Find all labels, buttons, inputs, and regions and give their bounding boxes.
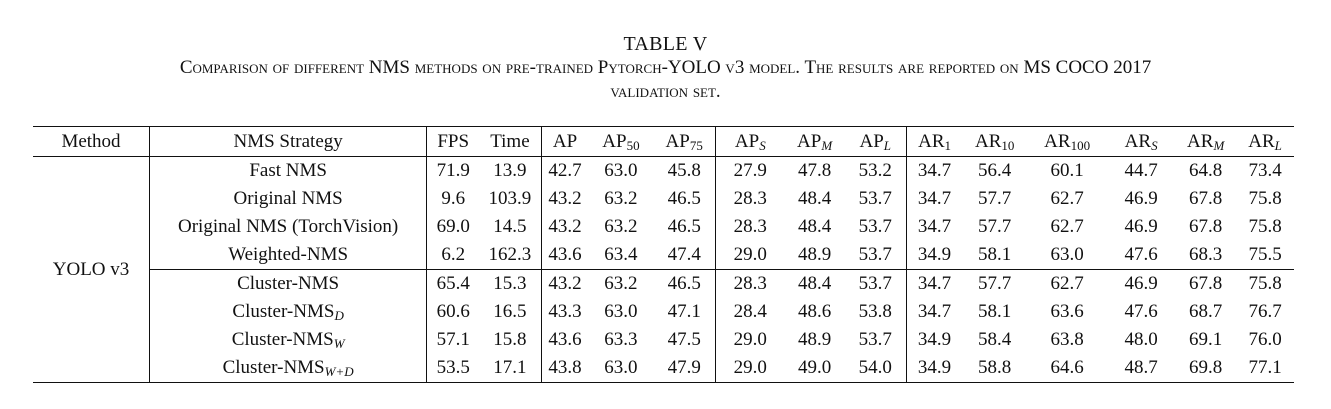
table-row xyxy=(33,185,1294,213)
cell-ar100: 63.8 xyxy=(1050,329,1084,350)
cell-ap75: 46.5 xyxy=(653,213,715,241)
header-base: AP xyxy=(797,130,822,152)
cell-fps: 60.6 xyxy=(436,301,470,322)
cell-fps: 71.9 xyxy=(436,160,470,181)
cell-ap: 43.8 xyxy=(548,357,582,378)
header-nms-strategy: NMS Strategy xyxy=(150,127,427,157)
cell-arm: 68.3 xyxy=(1189,244,1223,265)
cell-apm: 48.9 xyxy=(798,329,832,350)
cell-ap50: 63.3 xyxy=(604,329,638,350)
cell-fps: 65.4 xyxy=(427,270,479,299)
cell-ar10: 56.4 xyxy=(978,160,1012,181)
header-sub: S xyxy=(1151,137,1158,153)
cell-ap50: 63.2 xyxy=(604,188,638,209)
cell-fps: 57.1 xyxy=(436,329,470,350)
table-header xyxy=(33,127,1294,157)
header-sub: L xyxy=(883,137,892,153)
cell-apm: 47.8 xyxy=(798,160,832,181)
cell-arm: 67.8 xyxy=(1189,216,1223,237)
results-table xyxy=(33,126,1294,383)
cell-ars: 46.9 xyxy=(1107,270,1175,299)
strategy-label: Cluster-NMS xyxy=(222,357,325,378)
table-caption-line-2: validation set. xyxy=(610,81,721,102)
cell-ap50: 63.0 xyxy=(604,160,638,181)
strategy-label: Original NMS xyxy=(233,188,343,209)
cell-ar1: 34.9 xyxy=(917,357,952,378)
cell-ap: 43.6 xyxy=(548,329,582,350)
cell-ap50: 63.2 xyxy=(604,216,638,237)
cell-ap75: 45.8 xyxy=(653,157,715,186)
header-ap xyxy=(541,127,588,157)
strategy-label: Cluster-NMS xyxy=(232,301,335,322)
header-base: AR xyxy=(918,130,945,152)
header-base: AR xyxy=(974,130,1002,152)
header-ar1 xyxy=(906,127,962,157)
cell-fps: 9.6 xyxy=(441,188,466,209)
cell-ar100: 63.6 xyxy=(1050,301,1084,322)
strategy-cell xyxy=(150,270,427,299)
cell-aps: 29.0 xyxy=(733,357,767,378)
cell-time: 162.3 xyxy=(479,241,541,270)
cell-aps: 28.3 xyxy=(715,270,784,299)
header-apl xyxy=(845,127,907,157)
cell-apl: 53.7 xyxy=(845,213,907,241)
cell-arl: 75.5 xyxy=(1248,244,1282,265)
cell-ar100: 63.0 xyxy=(1050,244,1084,265)
cell-aps: 28.3 xyxy=(733,188,767,209)
table-row xyxy=(33,354,1294,383)
cell-ap50: 63.2 xyxy=(588,270,653,299)
header-ap75 xyxy=(653,127,715,157)
cell-ap75: 47.4 xyxy=(653,241,715,270)
strategy-cell xyxy=(150,298,427,326)
strategy-label: Original NMS (TorchVision) xyxy=(178,216,399,237)
strategy-cell xyxy=(150,326,427,354)
cell-aps: 28.3 xyxy=(733,216,767,237)
cell-time: 17.1 xyxy=(479,354,541,383)
header-sub: 75 xyxy=(689,137,703,153)
table-body xyxy=(33,157,1294,383)
header-base: AP xyxy=(602,130,627,152)
cell-aps: 29.0 xyxy=(733,329,767,350)
cell-apm: 48.4 xyxy=(798,216,832,237)
cell-apl: 53.2 xyxy=(845,157,907,186)
cell-ars: 46.9 xyxy=(1124,188,1158,209)
header-sub: M xyxy=(821,137,833,153)
cell-fps: 6.2 xyxy=(441,244,466,265)
cell-arl: 76.7 xyxy=(1248,301,1282,322)
cell-ar100: 60.1 xyxy=(1050,160,1084,181)
cell-ap75: 46.5 xyxy=(653,270,715,299)
cell-ars: 44.7 xyxy=(1124,160,1158,181)
cell-ars: 48.0 xyxy=(1124,329,1158,350)
table-caption-title: TABLE V xyxy=(623,33,708,55)
strategy-label: Cluster-NMS xyxy=(231,329,334,350)
strategy-label: Weighted-NMS xyxy=(228,244,349,265)
header-sub: M xyxy=(1213,137,1225,153)
cell-apm: 48.4 xyxy=(798,188,832,209)
table-row xyxy=(33,298,1294,326)
header-fps: FPS xyxy=(437,130,470,152)
table-caption-line-1: Comparison of different NMS methods on pre-trained Pytorch-YOLO v3 model. The results are reported on MS COCO 2017 xyxy=(179,57,1152,78)
header-time: Time xyxy=(479,127,541,157)
header-sub: S xyxy=(759,137,766,153)
cell-ars: 46.9 xyxy=(1124,216,1158,237)
cell-ar10: 58.1 xyxy=(978,301,1012,322)
cell-ar10: 58.4 xyxy=(978,329,1012,350)
cell-ar10: 57.7 xyxy=(978,216,1012,237)
cell-ap: 43.2 xyxy=(541,270,588,299)
cell-arm: 68.7 xyxy=(1189,301,1223,322)
header-ar100 xyxy=(1027,127,1107,157)
cell-apl: 53.7 xyxy=(845,270,907,299)
cell-ar10: 58.8 xyxy=(978,357,1012,378)
cell-ar1: 34.7 xyxy=(906,270,962,299)
header-row xyxy=(33,127,1294,157)
cell-time: 14.5 xyxy=(479,213,541,241)
cell-ar1: 34.7 xyxy=(917,188,952,209)
cell-apm: 48.9 xyxy=(798,244,832,265)
strategy-label: Fast NMS xyxy=(249,160,327,181)
cell-time: 13.9 xyxy=(479,157,541,186)
cell-fps: 53.5 xyxy=(436,357,470,378)
cell-apl: 53.7 xyxy=(845,326,907,354)
header-base: AR xyxy=(1187,130,1214,152)
cell-ap50: 63.4 xyxy=(604,244,638,265)
cell-ap50: 63.0 xyxy=(604,301,638,322)
cell-ap75: 47.9 xyxy=(653,354,715,383)
cell-ar100: 64.6 xyxy=(1050,357,1084,378)
header-base: AP xyxy=(552,130,578,152)
strategy-subscript: W+D xyxy=(324,364,354,379)
strategy-subscript: D xyxy=(334,308,344,323)
cell-ar1: 34.7 xyxy=(917,216,952,237)
cell-ar1: 34.9 xyxy=(917,244,952,265)
cell-arl: 75.8 xyxy=(1248,188,1282,209)
header-sub: L xyxy=(1274,137,1282,153)
cell-ar10: 58.1 xyxy=(978,244,1012,265)
cell-arl: 75.8 xyxy=(1248,216,1282,237)
strategy-subscript: W xyxy=(333,336,345,351)
header-base: AP xyxy=(859,130,884,152)
header-base: AR xyxy=(1124,130,1152,152)
cell-ar10: 57.7 xyxy=(978,188,1012,209)
cell-arm: 64.8 xyxy=(1189,160,1223,181)
cell-ars: 47.6 xyxy=(1124,244,1158,265)
cell-ap50: 63.0 xyxy=(604,357,638,378)
header-sub: 50 xyxy=(626,137,640,153)
cell-ars: 47.6 xyxy=(1124,301,1158,322)
cell-arm: 69.1 xyxy=(1189,329,1223,350)
cell-ar100: 62.7 xyxy=(1050,216,1084,237)
cell-arl: 76.0 xyxy=(1248,329,1282,350)
cell-fps: 69.0 xyxy=(436,216,470,237)
cell-ar10: 57.7 xyxy=(962,270,1027,299)
cell-apl: 53.8 xyxy=(845,298,907,326)
cell-ap75: 47.1 xyxy=(653,298,715,326)
table-row xyxy=(33,213,1294,241)
cell-apm: 48.4 xyxy=(785,270,845,299)
cell-arm: 67.8 xyxy=(1175,270,1236,299)
table-row xyxy=(33,157,1294,186)
cell-ap75: 47.5 xyxy=(653,326,715,354)
cell-ar1: 34.7 xyxy=(917,160,952,181)
cell-ar100: 62.7 xyxy=(1027,270,1107,299)
cell-ap: 43.6 xyxy=(548,244,582,265)
cell-ap75: 46.5 xyxy=(653,185,715,213)
cell-apl: 54.0 xyxy=(845,354,907,383)
header-sub: 100 xyxy=(1070,137,1091,153)
header-ar10 xyxy=(962,127,1027,157)
cell-ar1: 34.7 xyxy=(917,301,952,322)
header-ars xyxy=(1107,127,1175,157)
cell-aps: 27.9 xyxy=(733,160,767,181)
cell-arl: 75.8 xyxy=(1236,270,1294,299)
cell-arl: 77.1 xyxy=(1248,357,1282,378)
cell-time: 103.9 xyxy=(479,185,541,213)
table-row xyxy=(33,241,1294,270)
cell-aps: 29.0 xyxy=(733,244,767,265)
cell-arm: 69.8 xyxy=(1189,357,1223,378)
header-base: AR xyxy=(1248,130,1275,152)
cell-apl: 53.7 xyxy=(845,185,907,213)
header-sub: 10 xyxy=(1001,137,1015,153)
header-base: AR xyxy=(1044,130,1071,152)
cell-apl: 53.7 xyxy=(845,241,907,270)
header-apm xyxy=(785,127,845,157)
cell-arl: 73.4 xyxy=(1248,160,1282,181)
strategy-cell xyxy=(150,157,427,186)
header-arl xyxy=(1236,127,1294,157)
table-row xyxy=(33,326,1294,354)
header-method: Method xyxy=(33,127,150,157)
strategy-cell xyxy=(150,213,427,241)
cell-time: 15.8 xyxy=(479,326,541,354)
cell-ar100: 62.7 xyxy=(1050,188,1084,209)
strategy-cell xyxy=(150,354,427,383)
cell-ars: 48.7 xyxy=(1124,357,1158,378)
method-cell: YOLO v3 xyxy=(33,157,150,383)
cell-ap: 43.2 xyxy=(548,188,582,209)
cell-time: 16.5 xyxy=(479,298,541,326)
header-arm xyxy=(1175,127,1236,157)
cell-ap: 43.2 xyxy=(548,216,582,237)
header-sub: 1 xyxy=(944,137,951,153)
cell-ap: 42.7 xyxy=(548,160,582,181)
cell-apm: 48.6 xyxy=(798,301,832,322)
header-base: AP xyxy=(665,130,690,152)
cell-apm: 49.0 xyxy=(798,357,832,378)
header-base: AP xyxy=(734,130,760,152)
cell-arm: 67.8 xyxy=(1189,188,1223,209)
strategy-cell xyxy=(150,185,427,213)
header-ap50 xyxy=(588,127,653,157)
cell-aps: 28.4 xyxy=(733,301,767,322)
cell-ap: 43.3 xyxy=(548,301,582,322)
strategy-cell xyxy=(150,241,427,270)
strategy-label: Cluster-NMS xyxy=(237,273,340,294)
header-aps xyxy=(715,127,784,157)
table-row xyxy=(33,270,1294,299)
cell-ar1: 34.9 xyxy=(917,329,952,350)
cell-time: 15.3 xyxy=(479,270,541,299)
